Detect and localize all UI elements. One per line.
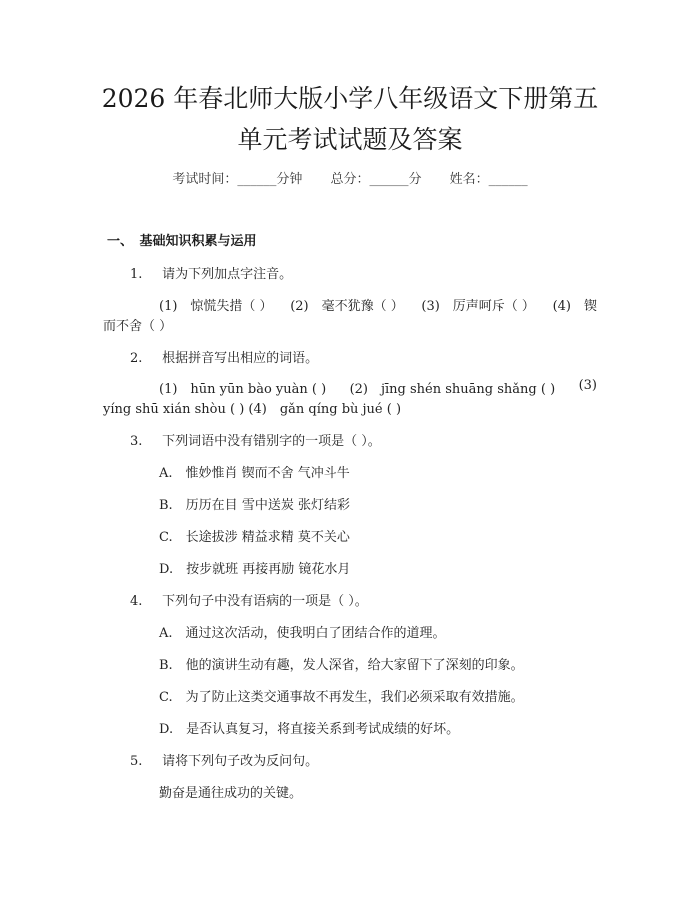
question-5-sentence: 勤奋是通往成功的关键。 [159, 786, 303, 801]
section-heading-1: 一、 基础知识积累与运用 [107, 234, 257, 249]
exam-time-label: 考试时间：______分钟 [172, 172, 303, 187]
question-3-number: 3. [130, 434, 143, 449]
question-4 [130, 590, 368, 609]
student-name-label: 姓名：______ [449, 172, 528, 187]
question-1-item: (3) 厉声呵斥（ ） [421, 299, 535, 314]
question-1-text: 请为下列加点字注音。 [162, 267, 293, 282]
question-3-option-c: C. 长途拔涉 精益求精 莫不关心 [159, 530, 350, 545]
question-2-item: (2) jīng shén shuāng shǎng ( ) [349, 382, 556, 397]
question-1-items-line [159, 295, 597, 314]
question-1-number: 1. [130, 267, 143, 282]
title-line-1: 2026 年春北师大版小学八年级语文下册第五 [101, 84, 599, 113]
question-2-number: 2. [130, 351, 143, 366]
question-1 [130, 263, 292, 282]
question-3-text: 下列词语中没有错别字的一项是（ ）。 [162, 434, 381, 449]
question-1-item: (4) 锲 [552, 299, 597, 314]
question-5-text: 请将下列句子改为反问句。 [162, 754, 319, 769]
exam-title [0, 78, 700, 160]
question-4-text: 下列句子中没有语病的一项是（ ）。 [162, 594, 368, 609]
total-score-label: 总分：______分 [330, 172, 422, 187]
title-line-2: 单元考试试题及答案 [237, 125, 463, 154]
question-1-items-continued: 而不舍（ ） [103, 319, 173, 334]
question-2-text: 根据拼音写出相应的词语。 [162, 351, 319, 366]
question-2 [130, 347, 318, 366]
question-3-option-d: D. 按步就班 再接再励 镜花水月 [159, 562, 351, 577]
question-3-option-a: A. 惟妙惟肖 锲而不舍 气冲斗牛 [159, 466, 350, 481]
question-4-option-d: D. 是否认真复习，将直接关系到考试成绩的好坏。 [159, 722, 460, 737]
question-4-option-a: A. 通过这次活动，使我明白了团结合作的道理。 [159, 626, 446, 641]
question-2-items-line [159, 378, 597, 397]
question-1-item: (2) 毫不犹豫（ ） [290, 299, 404, 314]
question-4-number: 4. [130, 594, 143, 609]
exam-meta [0, 168, 700, 187]
question-2-item: (1) hūn yūn bào yuàn ( ) [159, 382, 327, 397]
question-3-option-b: B. 历历在目 雪中送炭 张灯结彩 [159, 498, 350, 513]
question-1-item: (1) 惊慌失措（ ） [159, 299, 273, 314]
question-5-number: 5. [130, 754, 143, 769]
question-3 [130, 430, 381, 449]
question-2-item: (3) [578, 378, 597, 393]
question-5 [130, 750, 318, 769]
question-2-items-continued: yíng shū xián shòu ( ) (4) gǎn qíng bù jué ( ) [103, 402, 402, 417]
question-4-option-b: B. 他的演讲生动有趣，发人深省，给大家留下了深刻的印象。 [159, 658, 524, 673]
question-4-option-c: C. 为了防止这类交通事故不再发生，我们必须采取有效措施。 [159, 690, 524, 705]
